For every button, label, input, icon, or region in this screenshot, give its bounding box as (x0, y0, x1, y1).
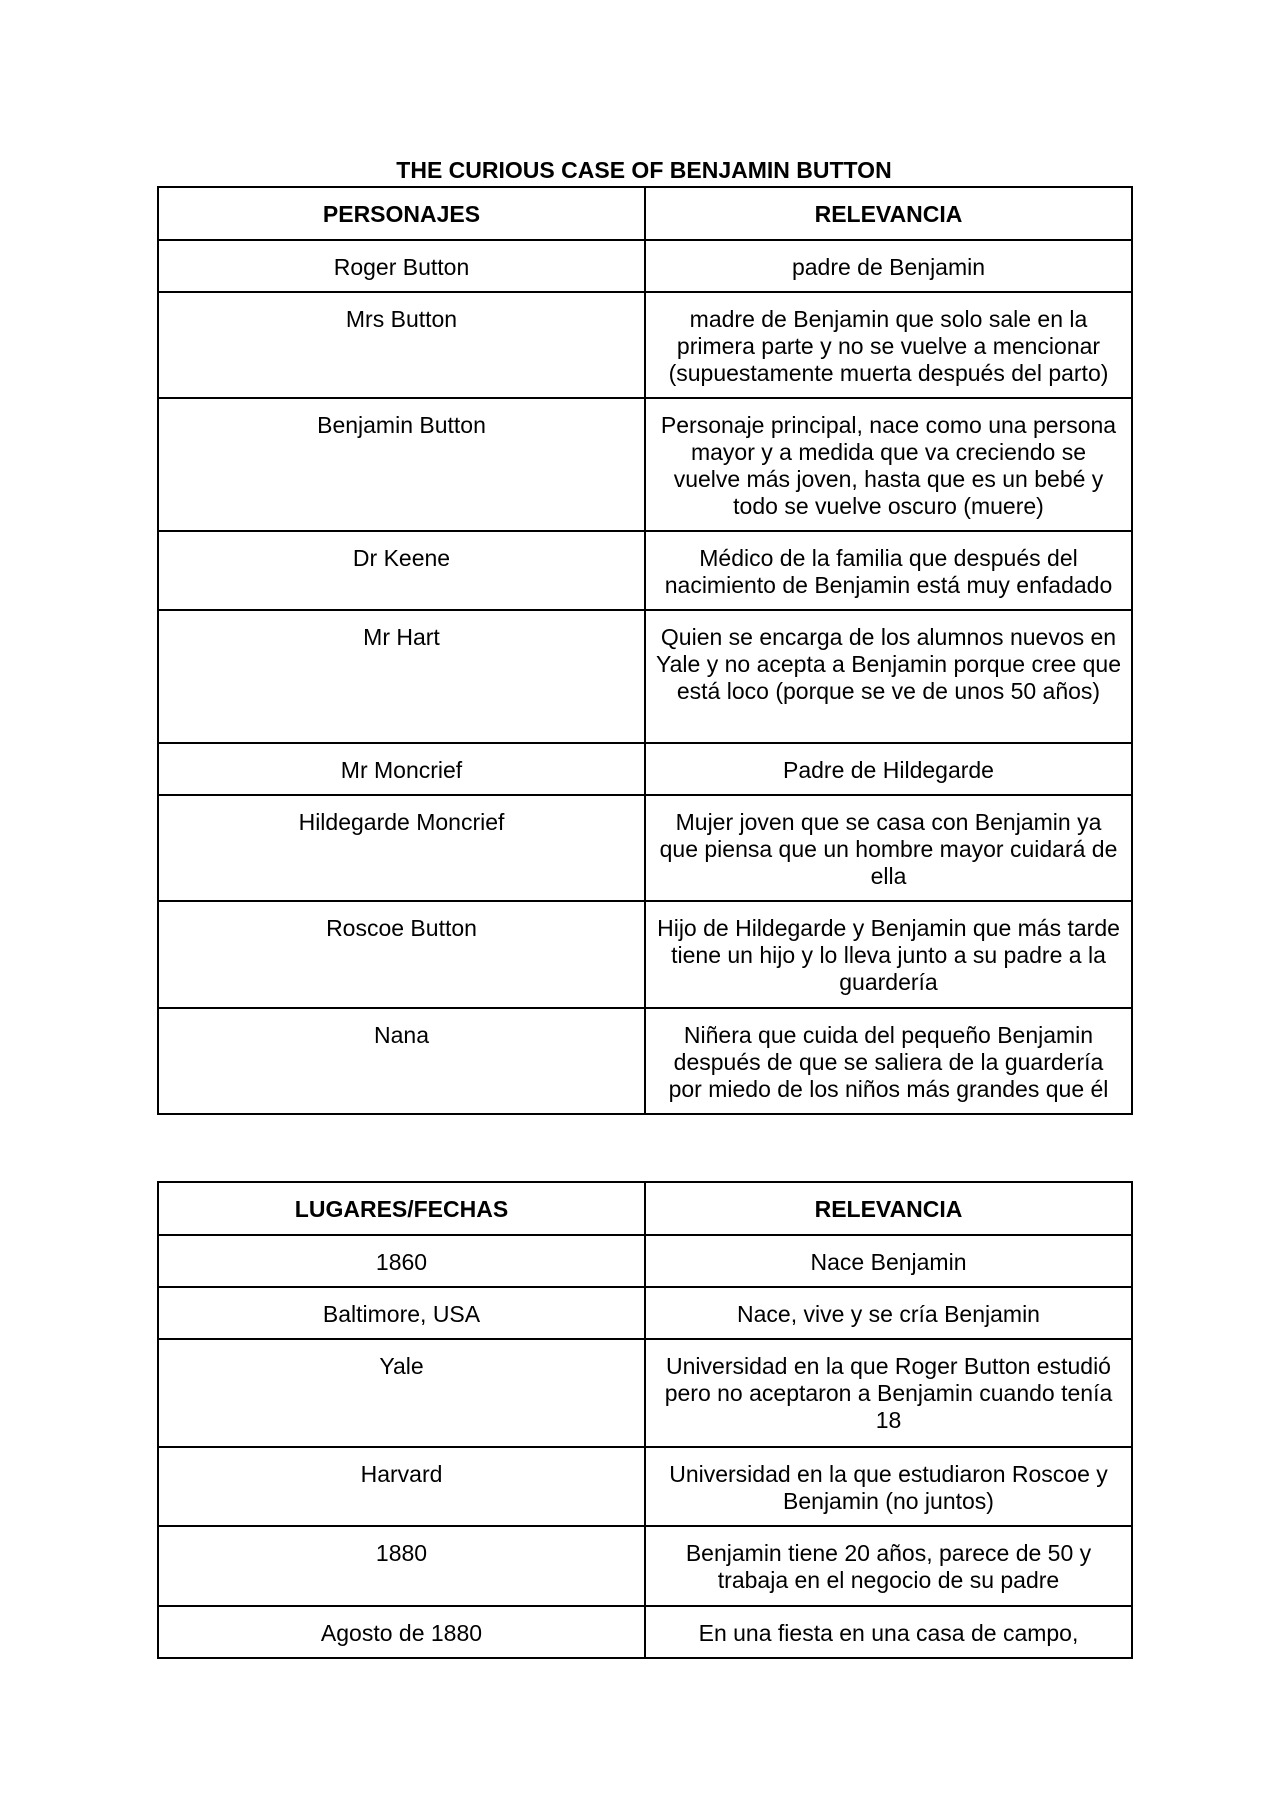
table-row (158, 1447, 1132, 1526)
table-row (158, 610, 1132, 743)
place-name: 1880 (158, 1526, 645, 1606)
character-name: Roscoe Button (158, 901, 645, 1008)
table-row (158, 1526, 1132, 1606)
character-name: Dr Keene (158, 531, 645, 610)
table-row (158, 1339, 1132, 1447)
table-row (158, 531, 1132, 610)
character-relevance: Quien se encarga de los alumnos nuevos en Yale y no acepta a Benjamin porque cree que está loco (porque se ve de unos 50 años) (645, 610, 1132, 743)
table-header-row (158, 1182, 1132, 1235)
place-name: Yale (158, 1339, 645, 1447)
place-relevance: Benjamin tiene 20 años, parece de 50 y trabaja en el negocio de su padre (645, 1526, 1132, 1606)
character-relevance: Médico de la familia que después del nacimiento de Benjamin está muy enfadado (645, 531, 1132, 610)
column-header-relevance: RELEVANCIA (645, 1182, 1132, 1235)
places-table (157, 1181, 1133, 1659)
character-name: Nana (158, 1008, 645, 1114)
column-header-characters: PERSONAJES (158, 187, 645, 240)
table-row (158, 1287, 1132, 1339)
place-relevance: Nace, vive y se cría Benjamin (645, 1287, 1132, 1339)
table-row (158, 1008, 1132, 1114)
place-name: 1860 (158, 1235, 645, 1287)
character-relevance: Hijo de Hildegarde y Benjamin que más tarde tiene un hijo y lo lleva junto a su padre a la guardería (645, 901, 1132, 1008)
table-row (158, 1606, 1132, 1658)
table-row (158, 1235, 1132, 1287)
place-relevance: Universidad en la que estudiaron Roscoe y Benjamin (no juntos) (645, 1447, 1132, 1526)
column-header-relevance: RELEVANCIA (645, 187, 1132, 240)
place-name: Baltimore, USA (158, 1287, 645, 1339)
character-relevance: Mujer joven que se casa con Benjamin ya que piensa que un hombre mayor cuidará de ella (645, 795, 1132, 901)
table-header-row (158, 187, 1132, 240)
character-name: Benjamin Button (158, 398, 645, 531)
table-row (158, 743, 1132, 795)
character-name: Mr Moncrief (158, 743, 645, 795)
place-name: Harvard (158, 1447, 645, 1526)
page-title: THE CURIOUS CASE OF BENJAMIN BUTTON (396, 157, 892, 183)
character-name: Roger Button (158, 240, 645, 292)
character-name: Hildegarde Moncrief (158, 795, 645, 901)
column-header-places: LUGARES/FECHAS (158, 1182, 645, 1235)
characters-table (157, 186, 1133, 1115)
character-relevance: padre de Benjamin (645, 240, 1132, 292)
table-row (158, 901, 1132, 1008)
character-relevance: Padre de Hildegarde (645, 743, 1132, 795)
character-relevance: Niñera que cuida del pequeño Benjamin después de que se saliera de la guardería por miedo de los niños más grandes que él (645, 1008, 1132, 1114)
character-name: Mrs Button (158, 292, 645, 398)
character-relevance: madre de Benjamin que solo sale en la primera parte y no se vuelve a mencionar (supuestamente muerta después del parto) (645, 292, 1132, 398)
character-relevance: Personaje principal, nace como una persona mayor y a medida que va creciendo se vuelve más joven, hasta que es un bebé y todo se vuelve oscuro (muere) (645, 398, 1132, 531)
table-row (158, 240, 1132, 292)
table-row (158, 398, 1132, 531)
place-relevance: Universidad en la que Roger Button estudió pero no aceptaron a Benjamin cuando tenía 18 (645, 1339, 1132, 1447)
character-name: Mr Hart (158, 610, 645, 743)
table-row (158, 292, 1132, 398)
place-relevance: Nace Benjamin (645, 1235, 1132, 1287)
table-row (158, 795, 1132, 901)
place-name: Agosto de 1880 (158, 1606, 645, 1658)
place-relevance: En una fiesta en una casa de campo, (645, 1606, 1132, 1658)
